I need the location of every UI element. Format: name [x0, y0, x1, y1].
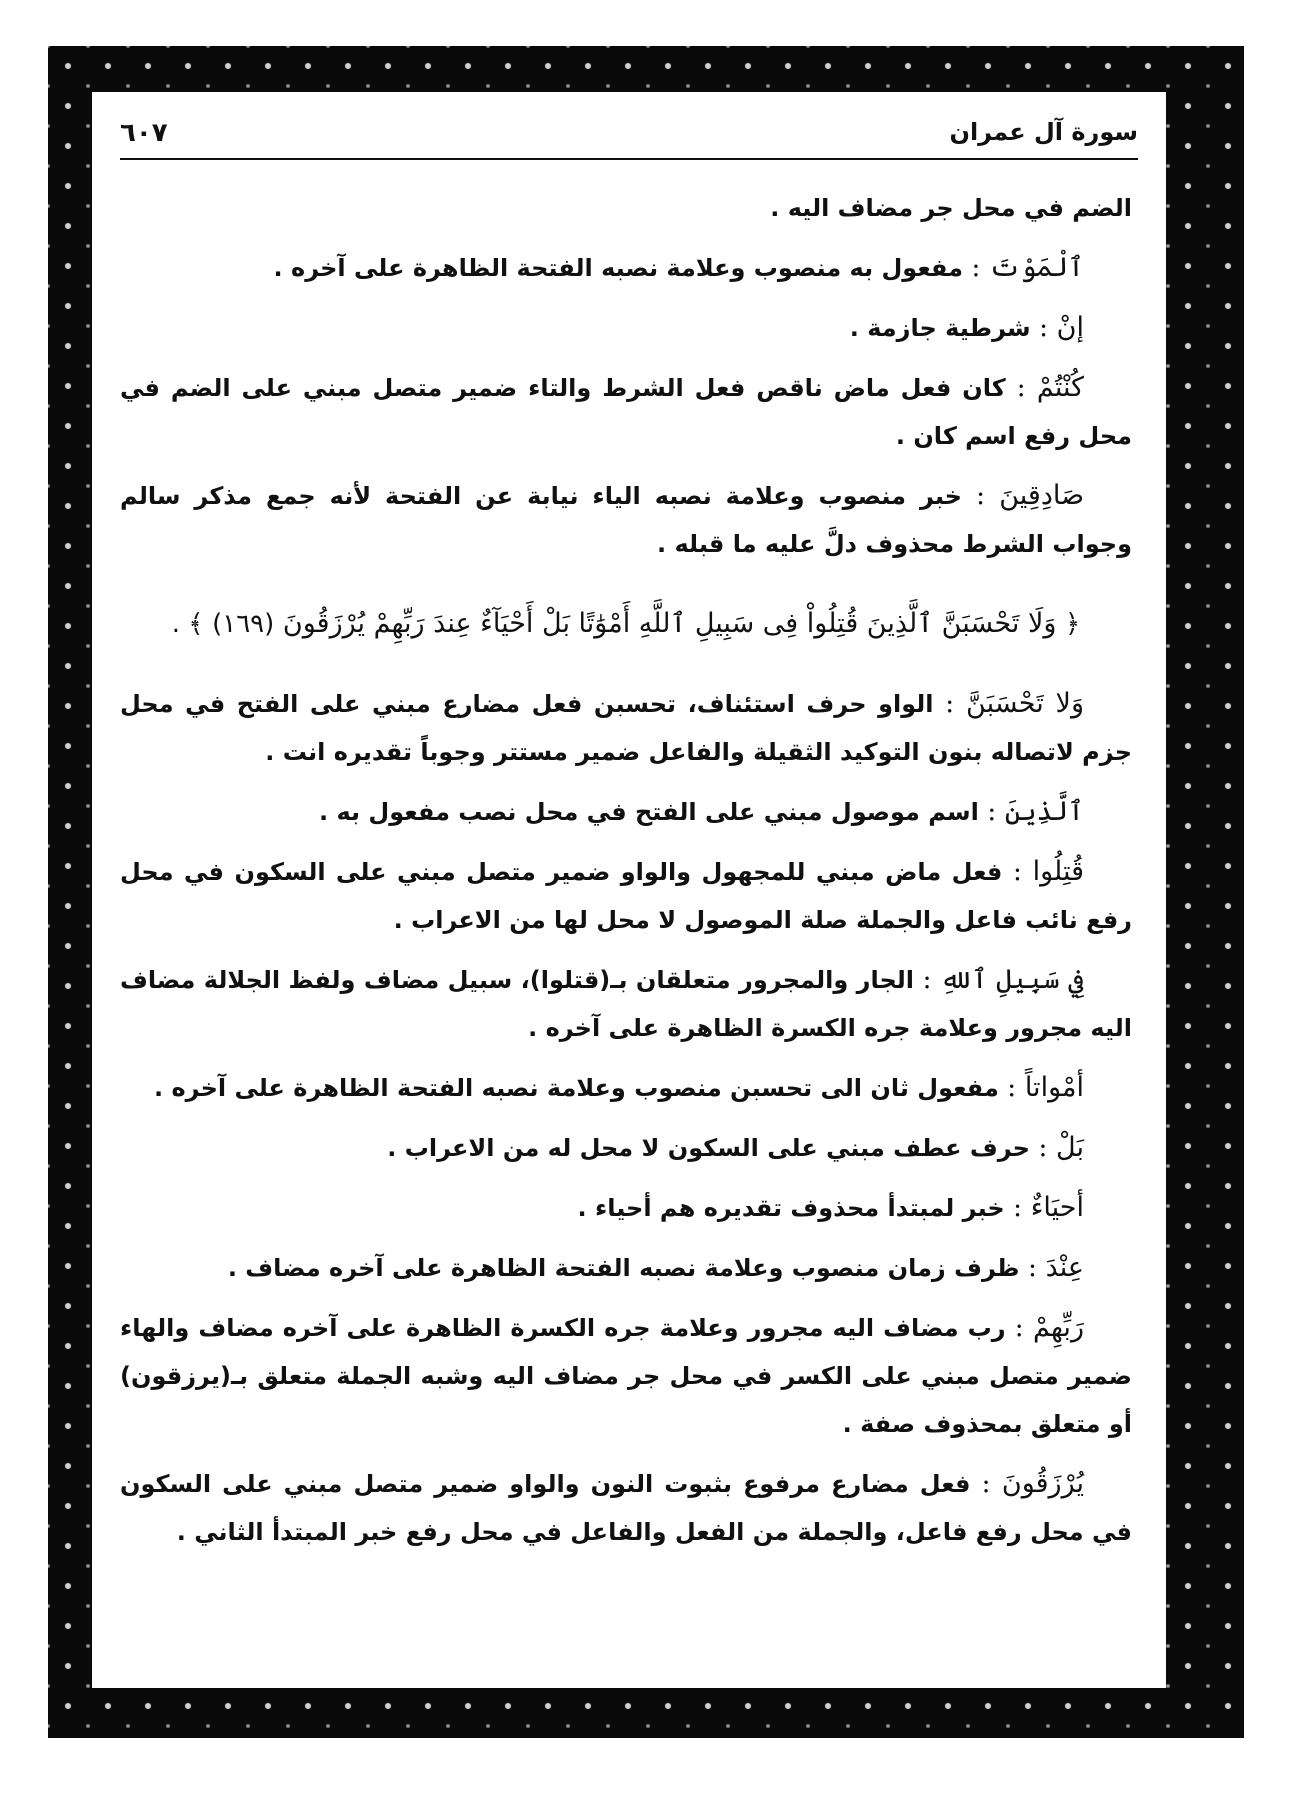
entry-text: مفعول ثان الى تحسبن منصوب وعلامة نصبه الفتحة الظاهرة على آخره . [154, 1074, 999, 1102]
entry-term: ٱلَّذِينَ : [987, 796, 1084, 827]
entry-text: مفعول به منصوب وعلامة نصبه الفتحة الظاهرة على آخره . [273, 254, 964, 282]
entry-paragraph [120, 680, 1132, 776]
entry-paragraph [120, 1064, 1132, 1112]
entry-text: الواو حرف استئناف، تحسبن فعل مضارع مبني على الفتح في محل جزم لاتصاله بنون التوكيد الثقيلة والفاعل ضمير مستتر وجوباً تقديره انت . [120, 690, 1132, 766]
entry-text: شرطية جازمة . [849, 314, 1031, 342]
entry-text: كان فعل ماض ناقص فعل الشرط والتاء ضمير متصل مبني على الضم في محل رفع اسم كان . [120, 374, 1132, 450]
entry-term: ٱلْمَوْتَ : [971, 252, 1084, 283]
entry-term: قُتِلُوا : [1012, 856, 1085, 887]
entry-term: أحيَاءٌ : [1013, 1192, 1084, 1223]
page-header [120, 118, 1138, 160]
entry-term: رَبِّهِمْ : [1014, 1312, 1084, 1343]
entry-text: الجار والمجرور متعلقان بـ(قتلوا)، سبيل مضاف ولفظ الجلالة مضاف اليه مجرور وعلامة جره الكسرة الظاهرة على آخره . [120, 966, 1132, 1042]
verse-number: (١٦٩) [212, 609, 275, 639]
entry-text: فعل ماض مبني للمجهول والواو ضمير متصل مبني على السكون في محل رفع نائب فاعل والجملة صلة الموصول لا محل لها من الاعراب . [120, 858, 1132, 934]
verse-close-bracket: ﴾ . [171, 609, 204, 639]
entry-paragraph [120, 472, 1132, 568]
entry-term: كُنْتُمْ : [1016, 372, 1084, 403]
entry-term: أمْواتاً : [1007, 1072, 1084, 1103]
entry-text: خبر لمبتدأ محذوف تقديره هم أحياء . [577, 1194, 1005, 1222]
entry-paragraph [120, 304, 1132, 352]
verse-open-bracket: ﴿ [1065, 609, 1081, 639]
entry-text: فعل مضارع مرفوع بثبوت النون والواو ضمير متصل مبني على السكون في محل رفع فاعل، والجملة من الفعل والفاعل في محل رفع خبر المبتدأ الثاني . [120, 1470, 1132, 1546]
entry-term: يُرْزَقُونَ : [981, 1468, 1085, 1499]
entry-paragraph [120, 788, 1132, 836]
entry-term: إنْ : [1038, 312, 1084, 343]
verse-text: وَلَا تَحْسَبَنَّ ٱلَّذِينَ قُتِلُواْ فِى سَبِيلِ ٱللَّهِ أَمْوَٰتًا بَلْ أَحْيَآءٌ عِندَ رَبِّهِمْ يُرْزَقُونَ [282, 608, 1057, 639]
entry-paragraph [120, 1460, 1132, 1556]
entry-paragraph [120, 364, 1132, 460]
entry-term: صَادِقِينَ : [975, 480, 1084, 511]
entry-paragraph [120, 848, 1132, 944]
page-number: ٦٠٧ [120, 118, 168, 148]
entry-paragraph [120, 1184, 1132, 1232]
entry-paragraph [120, 244, 1132, 292]
entry-text: اسم موصول مبني على الفتح في محل نصب مفعول به . [319, 798, 979, 826]
page [92, 92, 1166, 1688]
running-title: سورة آل عمران [949, 118, 1138, 146]
entry-term: بَلْ : [1038, 1132, 1084, 1163]
entry-term: وَلا تَحْسَبَنَّ : [945, 688, 1084, 719]
intro-paragraph: الضم في محل جر مضاف اليه . [770, 194, 1132, 222]
entry-text: حرف عطف مبني على السكون لا محل له من الاعراب . [387, 1134, 1030, 1162]
entry-paragraph [120, 1124, 1132, 1172]
quran-verse [120, 598, 1132, 650]
entry-paragraph [120, 1304, 1132, 1448]
entry-text: ظرف زمان منصوب وعلامة نصبه الفتحة الظاهرة على آخره مضاف . [227, 1254, 1020, 1282]
entry-paragraph [120, 1244, 1132, 1292]
entry-paragraph [120, 956, 1132, 1052]
entry-text: خبر منصوب وعلامة نصبه الياء نيابة عن الفتحة لأنه جمع مذكر سالم وجواب الشرط محذوف دلَّ عليه ما قبله . [120, 482, 1132, 558]
entry-text: رب مضاف اليه مجرور وعلامة جره الكسرة الظاهرة على آخره مضاف والهاء ضمير متصل مبني على الكسر في محل جر مضاف اليه وشبه الجملة متعلق بـ(يرزقون) أو متعلق بمحذوف صفة . [120, 1314, 1132, 1438]
page-content [120, 184, 1132, 1568]
entry-term: فِي سَبِيلِ ٱللهِ : [922, 964, 1084, 995]
entry-term: عِنْدَ : [1027, 1252, 1084, 1283]
